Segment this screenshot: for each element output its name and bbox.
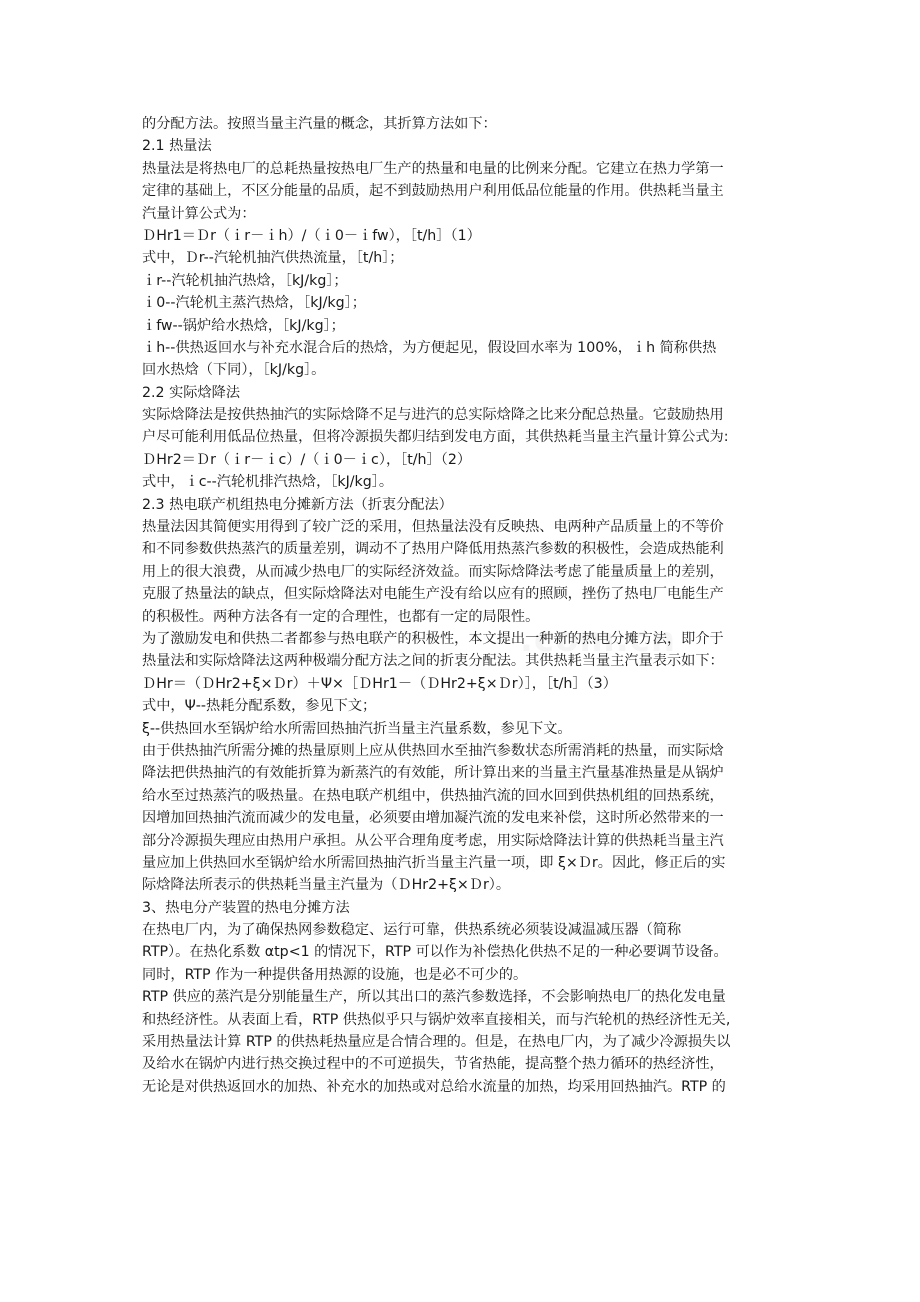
formula-line: ＤHr2＝Ｄr（ｉr－ｉc）/（ｉ0－ｉc），［t/h］（2）: [142, 451, 472, 468]
text-line: 实际焓降法是按供热抽汽的实际焓降不足与进汽的总实际焓降之比来分配总热量。它鼓励热用: [142, 407, 724, 424]
text-line: 和热经济性。从表面上看，RTP 供热似乎只与锅炉效率直接相关，而与汽轮机的热经济性无关,: [142, 1011, 731, 1028]
text-line: 际焓降法所表示的供热耗当量主汽量为（ＤHr2+ξ×Ｄr）。: [142, 877, 511, 894]
section-heading: 2.1 热量法: [142, 138, 212, 155]
text-line: ｉr--汽轮机抽汽热焓，［kJ/kg］；: [142, 272, 348, 289]
text-line: 式中，Ψ--热耗分配系数，参见下文；: [142, 698, 377, 715]
text-line: 克服了热量法的缺点，但实际焓降法对电能生产没有给以应有的照顾，挫伤了热电厂电能生产: [142, 586, 724, 603]
section-heading: 3、热电分产装置的热电分摊方法: [142, 899, 350, 916]
document-body: [142, 113, 782, 1098]
formula-line: ＤHr1＝Ｄr（ｉr－ｉh）/（ｉ0－ｉfw），［t/h］（1）: [142, 227, 481, 244]
text-line: 因增加回热抽汽流而减少的发电量，必须要由增加凝汽流的发电来补偿，这时所必然带来的一: [142, 810, 724, 827]
text-line: ｉh--供热返回水与补充水混合后的热焓，为方便起见，假设回水率为 100%，ｉh 简称供热: [142, 339, 717, 356]
text-line: 量应加上供热回水至锅炉给水所需回热抽汽折当量主汽量一项，即 ξ×Ｄr。因此，修正后的实: [142, 854, 726, 871]
text-line: 热量法因其简便实用得到了较广泛的采用，但热量法没有反映热、电两种产品质量上的不等价: [142, 519, 724, 536]
text-line: ξ--供热回水至锅炉给水所需回热抽汽折当量主汽量系数，参见下文。: [142, 720, 572, 737]
text-line: ｉ0--汽轮机主蒸汽热焓，［kJ/kg］；: [142, 295, 366, 312]
text-line: 及给水在锅炉内进行热交换过程中的不可逆损失，节省热能，提高整个热力循环的热经济性，: [142, 1056, 724, 1073]
text-line: 由于供热抽汽所需分摊的热量原则上应从供热回水至抽汽参数状态所需消耗的热量，而实际焓: [142, 742, 724, 759]
text-line: 式中，Ｄr--汽轮机抽汽供热流量，［t/h］；: [142, 250, 404, 267]
section-heading: 2.2 实际焓降法: [142, 384, 241, 401]
text-line: 为了激励发电和供热二者都参与热电联产的积极性，本文提出一种新的热电分摊方法，即介于: [142, 630, 724, 647]
text-line: 采用热量法计算 RTP 的供热耗热量应是合情合理的。但是，在热电厂内，为了减少冷源损失以: [142, 1034, 731, 1051]
text-line: 回水热焓（下同），［kJ/kg］。: [142, 362, 326, 379]
text-line: 汽量计算公式为：: [142, 205, 256, 222]
text-line: 给水至过热蒸汽的吸热量。在热电联产机组中，供热抽汽流的回水回到供热机组的回热系统，: [142, 787, 724, 804]
text-line: 降法把供热抽汽的有效能折算为新蒸汽的有效能，所计算出来的当量主汽量基准热量是从锅炉: [142, 765, 724, 782]
text-line: 的积极性。两种方法各有一定的合理性，也都有一定的局限性。: [142, 608, 540, 625]
section-heading: 2.3 热电联产机组热电分摊新方法（折衷分配法）: [142, 496, 453, 513]
text-line: ｉfw--锅炉给水热焓，［kJ/kg］；: [142, 317, 345, 334]
text-line: 同时，RTP 作为一种提供备用热源的设施，也是必不可少的。: [142, 966, 528, 983]
text-line: 式中，ｉc--汽轮机排汽热焓，［kJ/kg］。: [142, 474, 394, 491]
text-line: 在热电厂内，为了确保热网参数稳定、运行可靠，供热系统必须装设减温减压器（简称: [142, 922, 682, 939]
formula-line: ＤHr＝（ＤHr2+ξ×Ｄr）＋Ψ×［ＤHr1－（ＤHr2+ξ×Ｄr）］，［t/h］（3）: [142, 675, 617, 692]
text-line: RTP）。在热化系数 αtp<1 的情况下，RTP 可以作为补偿热化供热不足的一种必要调节设备。: [142, 944, 728, 961]
text-line: 部分冷源损失理应由热用户承担。从公平合理角度考虑，用实际焓降法计算的供热耗当量主汽: [142, 832, 724, 849]
text-line: 用上的很大浪费，从而减少热电厂的实际经济效益。而实际焓降法考虑了能量质量上的差别，: [142, 563, 724, 580]
text-line: 户尽可能利用低品位热量，但将冷源损失都归结到发电方面，其供热耗当量主汽量计算公式为:: [142, 429, 729, 446]
text-line: 热量法是将热电厂的总耗热量按热电厂生产的热量和电量的比例来分配。它建立在热力学第一: [142, 160, 724, 177]
text-line: 定律的基础上，不区分能量的品质，起不到鼓励热用户利用低品位能量的作用。供热耗当量主: [142, 183, 724, 200]
text-line: 的分配方法。按照当量主汽量的概念，其折算方法如下：: [142, 116, 497, 132]
text-line: 热量法和实际焓降法这两种极端分配方法之间的折衷分配法。其供热耗当量主汽量表示如下：: [142, 653, 724, 670]
text-line: 无论是对供热返回水的加热、补充水的加热或对总给水流量的加热，均采用回热抽汽。RTP 的: [142, 1078, 726, 1095]
text-line: 和不同参数供热蒸汽的质量差别，调动不了热用户降低用热蒸汽参数的积极性，会造成热能利: [142, 541, 724, 558]
text-line: RTP 供应的蒸汽是分别能量生产，所以其出口的蒸汽参数选择，不会影响热电厂的热化发电量: [142, 989, 726, 1006]
